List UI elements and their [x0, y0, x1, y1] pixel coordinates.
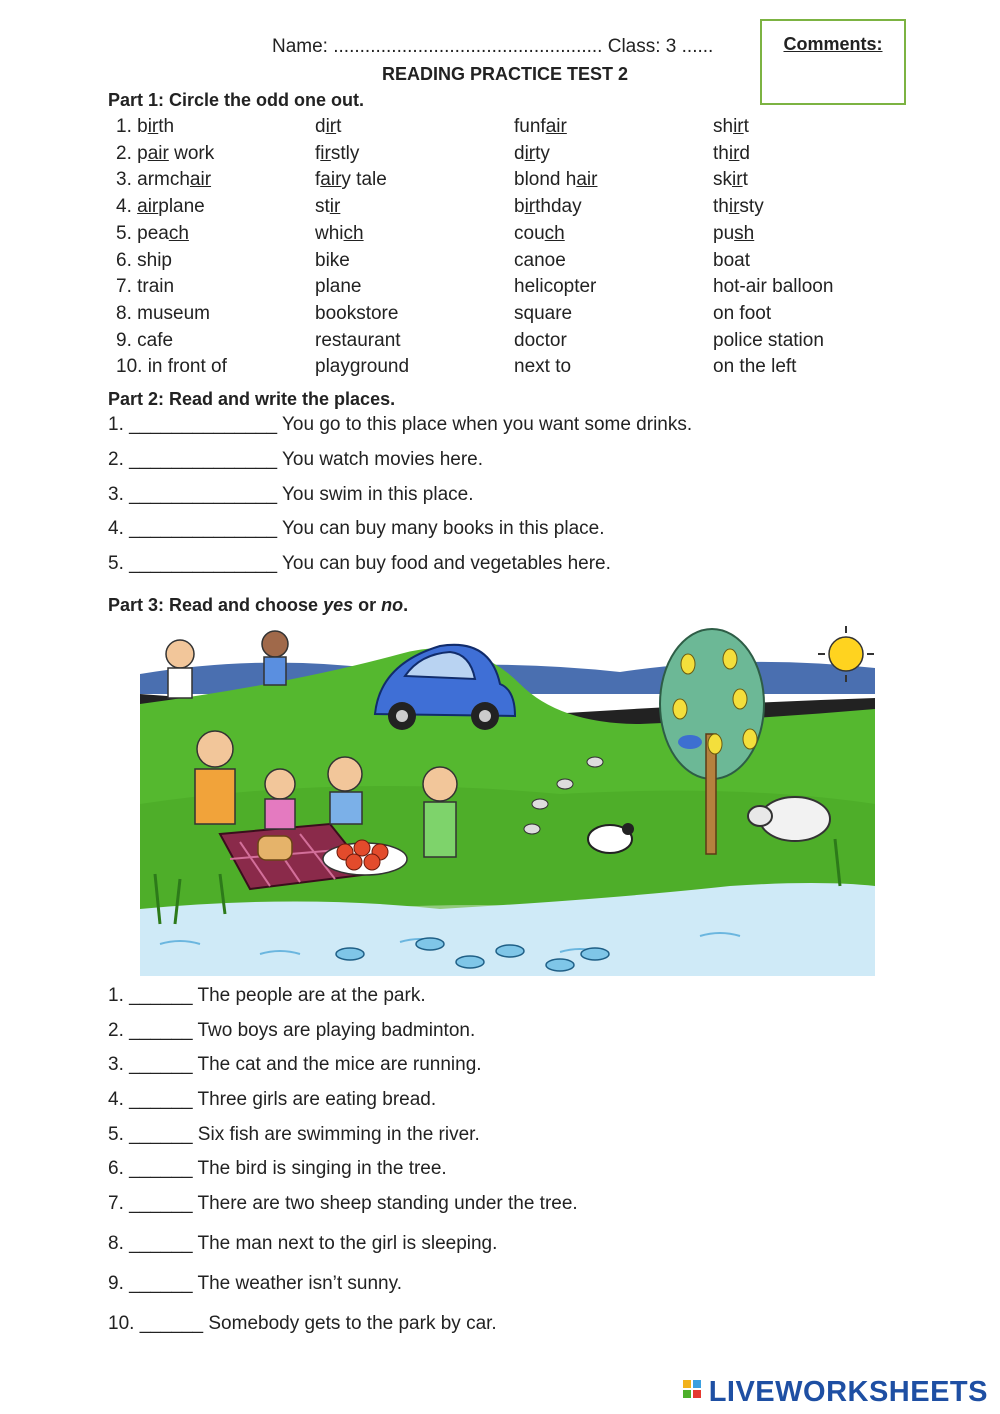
- odd-one-out-row: [116, 330, 976, 357]
- word-option[interactable]: firstly: [315, 142, 360, 164]
- word-option[interactable]: 2. pair work: [116, 142, 215, 164]
- place-question[interactable]: 2. ______________ You watch movies here.: [108, 448, 484, 470]
- word-option[interactable]: canoe: [514, 249, 566, 271]
- word-option[interactable]: 3. armchair: [116, 169, 212, 191]
- comments-label: Comments:: [783, 34, 883, 54]
- odd-one-out-row: [116, 223, 976, 250]
- word-option[interactable]: bike: [315, 249, 350, 271]
- place-question[interactable]: 3. ______________ You swim in this place.: [108, 483, 474, 505]
- word-option[interactable]: push: [713, 222, 755, 244]
- part3-heading: Part 3: Read and choose yes or no.: [108, 595, 409, 615]
- odd-one-out-row: [116, 116, 976, 143]
- liveworksheets-logo: [683, 1376, 988, 1409]
- word-option[interactable]: on foot: [713, 302, 772, 324]
- word-option[interactable]: birthday: [514, 196, 582, 218]
- odd-one-out-row: [116, 196, 976, 223]
- word-option[interactable]: fairy tale: [315, 169, 387, 191]
- logo-text: LIVEWORKSHEETS: [708, 1376, 988, 1408]
- word-option[interactable]: 6. ship: [116, 249, 172, 271]
- yes-no-question[interactable]: 1. ______ The people are at the park.: [108, 985, 426, 1006]
- word-option[interactable]: third: [713, 142, 750, 164]
- yes-no-question[interactable]: 2. ______ Two boys are playing badminton.: [108, 1020, 476, 1041]
- yes-no-question[interactable]: 8. ______ The man next to the girl is sleeping.: [108, 1233, 498, 1254]
- word-option[interactable]: stir: [315, 196, 341, 218]
- odd-one-out-row: [116, 250, 976, 277]
- word-option[interactable]: 1. birth: [116, 116, 175, 137]
- part1-heading: Part 1: Circle the odd one out.: [108, 90, 365, 110]
- word-option[interactable]: helicopter: [514, 276, 597, 298]
- odd-one-out-row: [116, 303, 976, 330]
- word-option[interactable]: police station: [713, 329, 824, 351]
- word-option[interactable]: square: [514, 302, 573, 324]
- word-option[interactable]: couch: [514, 222, 565, 244]
- yes-no-question[interactable]: 3. ______ The cat and the mice are running.: [108, 1054, 482, 1075]
- odd-one-out-row: [116, 276, 976, 303]
- word-option[interactable]: bookstore: [315, 302, 399, 324]
- word-option[interactable]: dirty: [514, 142, 550, 164]
- odd-one-out-row: [116, 169, 976, 196]
- page-title: READING PRACTICE TEST 2: [381, 64, 629, 84]
- word-option[interactable]: playground: [315, 356, 410, 378]
- word-option[interactable]: blond hair: [514, 169, 598, 191]
- word-option[interactable]: boat: [713, 249, 750, 271]
- word-option[interactable]: doctor: [514, 329, 567, 351]
- word-option[interactable]: 9. cafe: [116, 329, 174, 351]
- word-option[interactable]: 7. train: [116, 276, 175, 298]
- comments-box: [760, 19, 906, 105]
- word-option[interactable]: next to: [514, 356, 572, 378]
- word-option[interactable]: 8. museum: [116, 302, 210, 324]
- word-option[interactable]: 4. airplane: [116, 196, 205, 218]
- place-question[interactable]: 4. ______________ You can buy many books in this place.: [108, 518, 605, 540]
- word-option[interactable]: dirt: [315, 116, 342, 137]
- word-option[interactable]: 10. in front of: [116, 356, 227, 378]
- name-class-line: Name: ................................................... Class: 3 ......: [272, 36, 714, 57]
- yes-no-question[interactable]: 9. ______ The weather isn’t sunny.: [108, 1273, 402, 1294]
- word-option[interactable]: shirt: [713, 116, 749, 137]
- yes-no-question[interactable]: 6. ______ The bird is singing in the tree.: [108, 1158, 447, 1179]
- word-option[interactable]: skirt: [713, 169, 748, 191]
- word-option[interactable]: plane: [315, 276, 362, 298]
- yes-no-question[interactable]: 4. ______ Three girls are eating bread.: [108, 1089, 437, 1110]
- odd-one-out-row: [116, 356, 976, 383]
- yes-no-question[interactable]: 7. ______ There are two sheep standing under the tree.: [108, 1193, 578, 1214]
- odd-one-out-row: [116, 143, 976, 170]
- word-option[interactable]: 5. peach: [116, 222, 189, 244]
- word-option[interactable]: funfair: [514, 116, 567, 137]
- word-option[interactable]: on the left: [713, 356, 797, 378]
- word-option[interactable]: thirsty: [713, 196, 764, 218]
- yes-no-question[interactable]: 5. ______ Six fish are swimming in the river.: [108, 1124, 480, 1145]
- place-question[interactable]: 1. ______________ You go to this place when you want some drinks.: [108, 414, 693, 435]
- word-option[interactable]: hot-air balloon: [713, 276, 834, 298]
- place-question[interactable]: 5. ______________ You can buy food and vegetables here.: [108, 553, 611, 575]
- word-option[interactable]: which: [315, 222, 364, 244]
- park-picnic-illustration: [140, 624, 875, 976]
- yes-no-question[interactable]: 10. ______ Somebody gets to the park by car.: [108, 1313, 497, 1334]
- word-option[interactable]: restaurant: [315, 329, 401, 351]
- logo-blocks-icon: [683, 1378, 703, 1404]
- part2-heading: Part 2: Read and write the places.: [108, 389, 396, 409]
